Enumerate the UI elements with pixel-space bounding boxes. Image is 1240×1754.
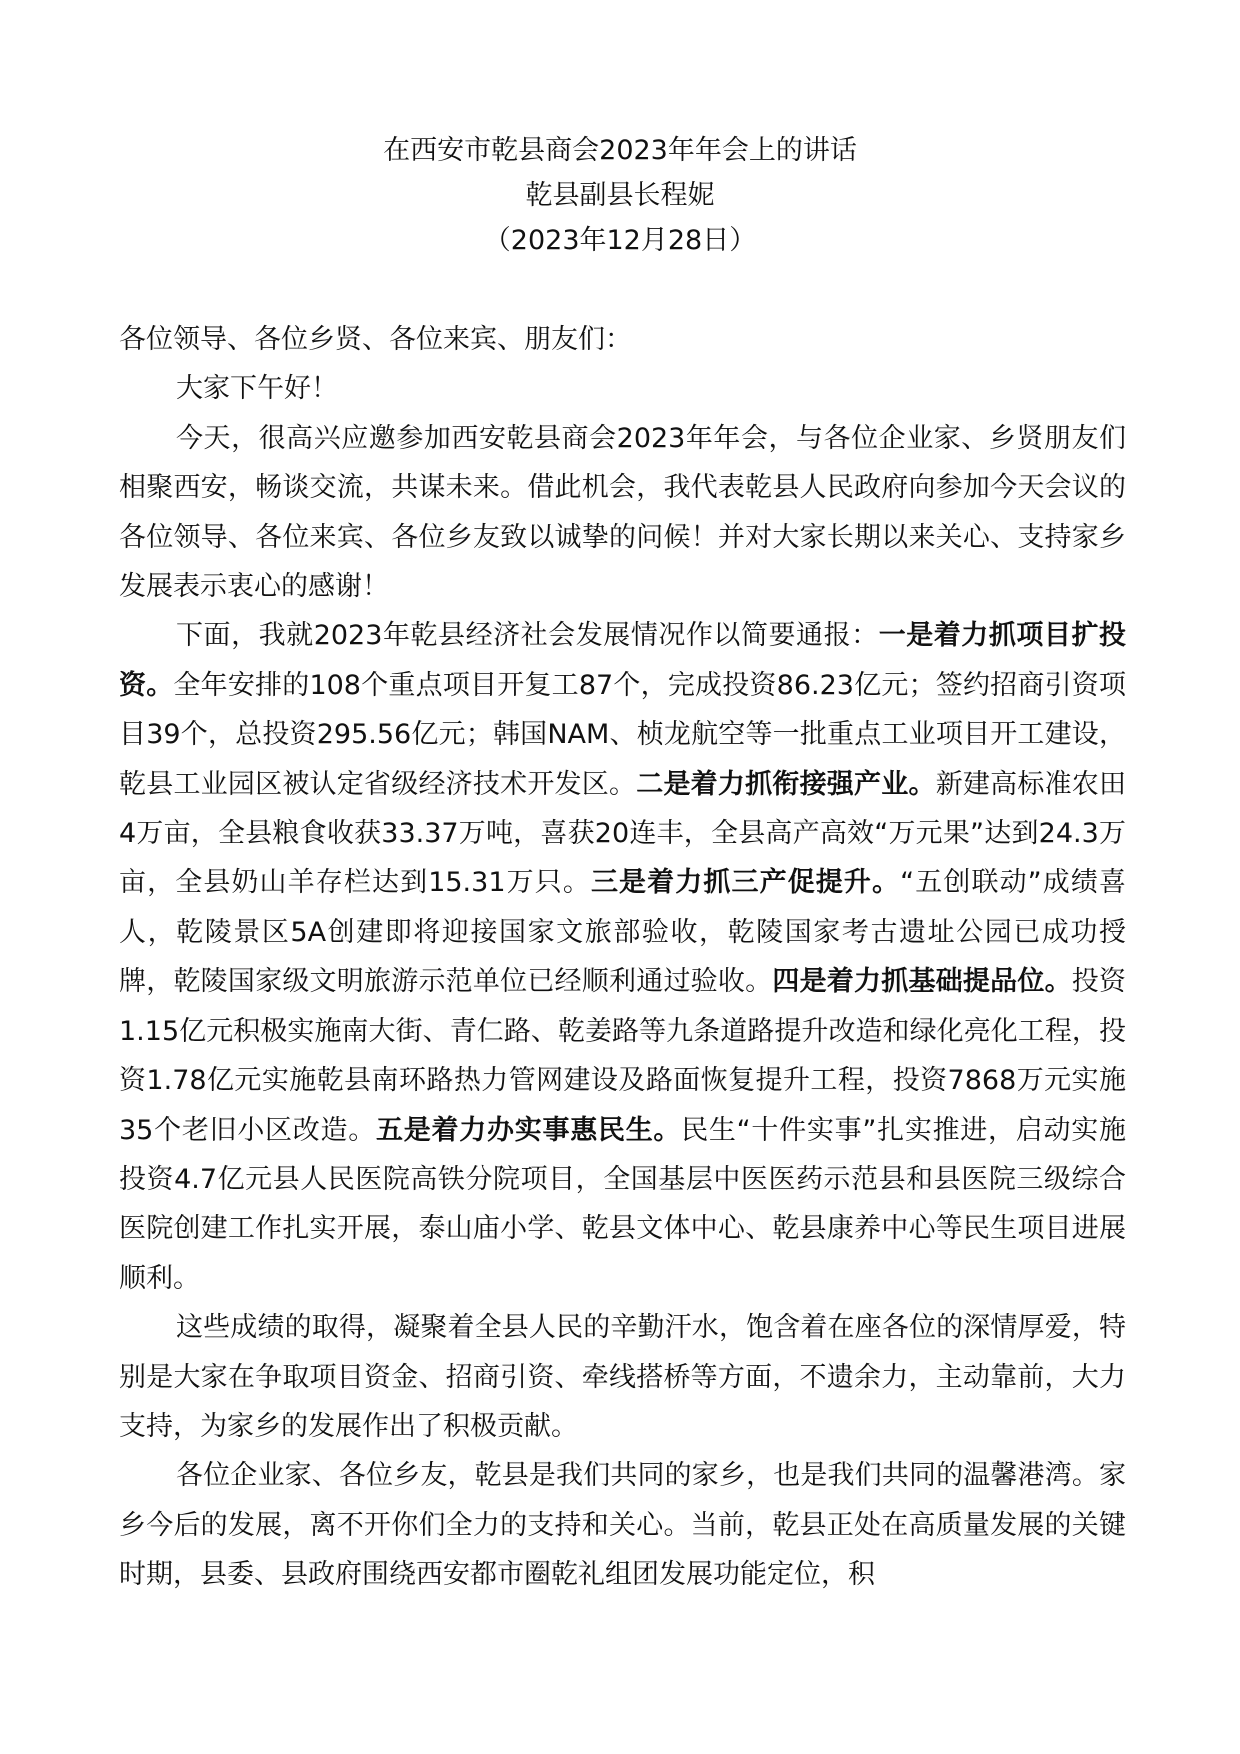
point-3-text: “五创联动”成绩喜人，乾陵景区5A创建即将迎接国家文旅部验收，乾陵国家考古遗址公园已成功授牌，乾陵国家级文明旅游示范单位已经顺利通过验收。 xyxy=(119,867,1126,998)
point-5-text: 民生“十件实事”扎实推进，启动实施投资4.7亿元县人民医院高铁分院项目，全国基层中医医药示范县和县医院三级综合医院创建工作扎实开展，泰山庙小学、乾县文体中心、乾县康养中心等民生项目进展顺利。 xyxy=(119,1114,1127,1294)
point-4-heading: 四是着力抓基础提品位。 xyxy=(772,966,1072,998)
point-3-heading: 三是着力抓三产促提升。 xyxy=(590,867,901,899)
outlook-paragraph: 各位企业家、各位乡友，乾县是我们共同的家乡，也是我们共同的温馨港湾。家乡今后的发展，离不开你们全力的支持和关心。当前，乾县正处在高质量发展的关键时期，县委、县政府围绕西安都市圈乾礼组团发展功能定位，积 xyxy=(119,1460,1126,1591)
speech-title: 在西安市乾县商会2023年年会上的讲话 xyxy=(383,135,857,166)
report-paragraph xyxy=(119,611,1126,1303)
point-1-text: 全年安排的108个重点项目开复工87个，完成投资86.23亿元；签约招商引资项目39个，总投资295.56亿元；韩国NAM、桢龙航空等一批重点工业项目开工建设，乾县工业园区被认定省级经济技术开发区。 xyxy=(119,669,1127,800)
salutation: 各位领导、各位乡贤、各位来宾、朋友们： xyxy=(119,324,632,355)
greeting: 大家下午好！ xyxy=(176,373,338,405)
point-2-heading: 二是着力抓衔接强产业。 xyxy=(636,768,936,800)
achievements-paragraph: 这些成绩的取得，凝聚着全县人民的辛勤汗水，饱含着在座各位的深情厚爱，特别是大家在争取项目资金、招商引资、牵线搭桥等方面，不遗余力，主动靠前，大力支持，为家乡的发展作出了积极贡献。 xyxy=(119,1312,1126,1442)
report-intro: 下面，我就2023年乾县经济社会发展情况作以简要通报： xyxy=(176,620,879,652)
speaker-line: 乾县副县长程妮 xyxy=(525,180,715,211)
point-4-text: 投资1.15亿元积极实施南大街、青仁路、乾姜路等九条道路提升改造和绿化亮化工程，投资1.78亿元实施乾县南环路热力管网建设及路面恢复提升工程，投资7868万元实施35个老旧小区改造。 xyxy=(119,966,1127,1146)
point-1-heading: 一是着力抓项目扩投资。 xyxy=(119,620,1127,701)
point-2-text: 新建高标准农田4万亩，全县粮食收获33.37万吨，喜获20连丰，全县高产高效“万元果”达到24.3万亩，全县奶山羊存栏达到15.31万只。 xyxy=(119,768,1127,899)
point-5-heading: 五是着力办实事惠民生。 xyxy=(376,1114,682,1146)
opening-paragraph: 今天，很高兴应邀参加西安乾县商会2023年年会，与各位企业家、乡贤朋友们相聚西安，畅谈交流，共谋未来。借此机会，我代表乾县人民政府向参加今天会议的各位领导、各位来宾、各位乡友致以诚挚的问候！并对大家长期以来关心、支持家乡发展表示衷心的感谢！ xyxy=(119,422,1126,603)
title-block xyxy=(0,128,1240,263)
date-line: （2023年12月28日） xyxy=(483,225,757,256)
speech-body xyxy=(119,315,1126,1600)
